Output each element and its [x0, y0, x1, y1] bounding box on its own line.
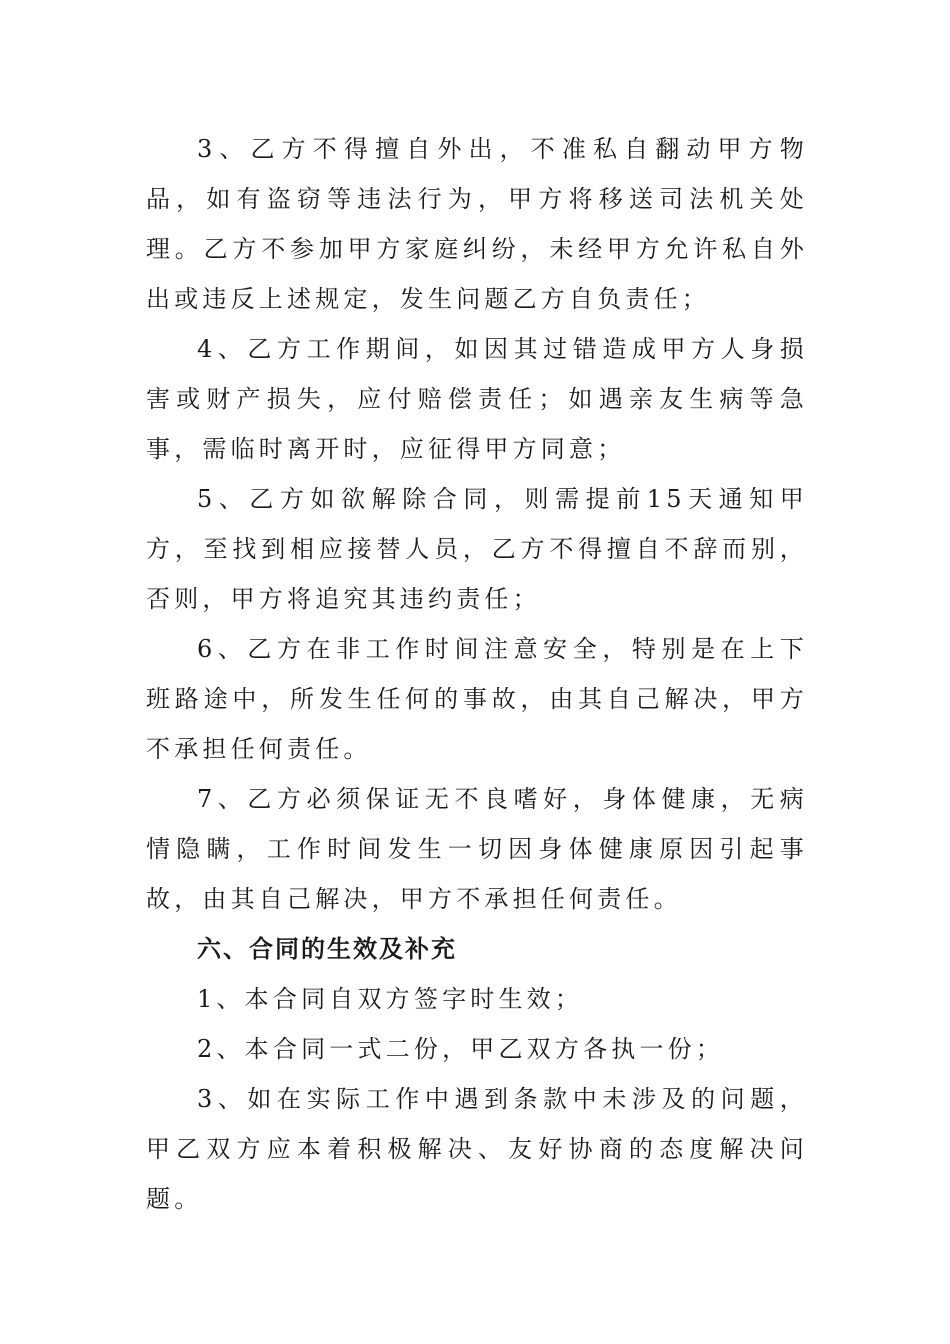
clause-paragraph: 5、乙方如欲解除合同，则需提前15天通知甲方，至找到相应接替人员，乙方不得擅自不辞而别，否则，甲方将追究其违约责任；	[146, 485, 808, 613]
clause-paragraph: 6、乙方在非工作时间注意安全，特别是在上下班路途中，所发生任何的事故，由其自己解决，甲方不承担任何责任。	[146, 635, 808, 763]
clause-paragraph: 4、乙方工作期间，如因其过错造成甲方人身损害或财产损失，应付赔偿责任；如遇亲友生病等急事，需临时离开时，应征得甲方同意；	[146, 335, 808, 463]
clause-paragraph: 3、如在实际工作中遇到条款中未涉及的问题，甲乙双方应本着积极解决、友好协商的态度解决问题。	[146, 1085, 808, 1213]
clause-paragraph: 7、乙方必须保证无不良嗜好，身体健康，无病情隐瞒，工作时间发生一切因身体健康原因引起事故，由其自己解决，甲方不承担任何责任。	[146, 785, 808, 913]
document-body	[146, 124, 808, 1224]
clause-paragraph: 1、本合同自双方签字时生效；	[197, 985, 584, 1013]
clause-paragraph: 2、本合同一式二份，甲乙双方各执一份；	[197, 1035, 725, 1063]
section-heading: 六、合同的生效及补充	[197, 935, 457, 963]
clause-paragraph: 3、乙方不得擅自外出，不准私自翻动甲方物品，如有盗窃等违法行为，甲方将移送司法机关处理。乙方不参加甲方家庭纠纷，未经甲方允许私自外出或违反上述规定，发生问题乙方自负责任；	[146, 135, 808, 313]
